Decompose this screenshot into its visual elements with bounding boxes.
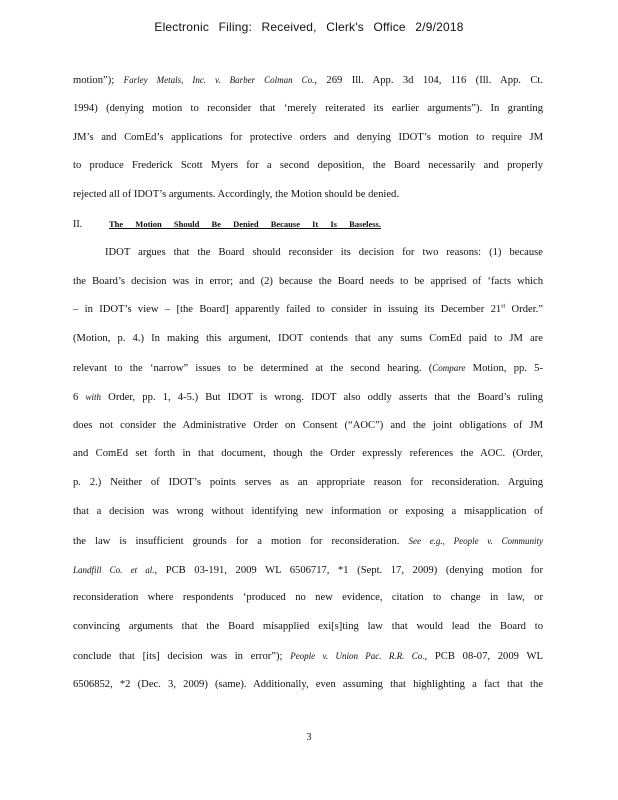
ordinal-superscript: st — [501, 303, 506, 310]
text-segment: , PCB 08-07, 2009 WL — [424, 650, 543, 662]
text-line — [73, 671, 543, 700]
case-citation: Farley Metals, Inc. v. Barber Colman Co. — [123, 75, 315, 85]
section-heading — [73, 210, 543, 239]
text-line — [73, 556, 543, 585]
signal-word: with — [85, 391, 101, 402]
text-segment: 6506852, *2 (Dec. 3, 2009) (same). Additionally, even assuming that highlighting a fact that the — [73, 678, 543, 690]
text-segment: p. 2.) Neither of IDOT’s points serves as an appropriate reason for reconsideration. Arguing — [73, 477, 543, 489]
text-segment: , PCB 03-191, 2009 WL 6506717, *1 (Sept. 17, 2009) (denying motion for — [154, 564, 543, 576]
text-segment: convincing arguments that the Board misapplied exi[s]ting law that would lead the Board to — [73, 621, 543, 633]
text-line — [73, 498, 543, 527]
text-line — [73, 325, 543, 354]
text-segment: to produce Frederick Scott Myers for a second deposition, the Board necessarily and properly — [73, 160, 543, 172]
text-line — [73, 642, 543, 671]
document-body — [73, 66, 543, 700]
signal-word: Compare — [432, 362, 466, 373]
text-line — [73, 181, 543, 210]
text-segment: rejected all of IDOT’s arguments. Accordingly, the Motion should be denied. — [73, 189, 399, 201]
text-line — [73, 124, 543, 153]
page-number: 3 — [306, 732, 312, 743]
text-line — [73, 412, 543, 441]
section-title: The Motion Should Be Denied Because It Is Baseless. — [109, 218, 381, 229]
text-segment: and ComEd set forth in that document, though the Order expressly references the AOC. (Order, — [73, 448, 543, 460]
text-line — [73, 613, 543, 642]
text-line — [73, 66, 543, 95]
text-line — [73, 440, 543, 469]
text-segment: relevant to the ‘narrow” issues to be determined at the second hearing. ( — [73, 362, 433, 374]
text-line — [73, 95, 543, 124]
text-line — [73, 584, 543, 613]
text-segment: 1994) (denying motion to reconsider that ‘merely reiterated its earlier arguments”). In granting — [73, 102, 543, 114]
text-segment: Order, pp. 1, 4-5.) But IDOT is wrong. IDOT also oddly asserts that the Board’s ruling — [101, 391, 544, 403]
filing-stamp-header: Electronic Filing: Received, Clerk's Office 2/9/2018 — [154, 20, 464, 34]
text-segment: – in IDOT’s view – [the Board] apparently failed to consider in issuing its December 21 — [73, 304, 502, 316]
text-segment: Motion, pp. 5- — [465, 362, 543, 374]
text-segment: , 269 Ill. App. 3d 104, 116 (Ill. App. Ct. — [314, 75, 544, 86]
text-line — [73, 239, 543, 268]
text-line — [73, 469, 543, 498]
text-line — [73, 527, 543, 556]
text-line — [73, 152, 543, 181]
text-segment: the Board’s decision was in error; and (2) because the Board needs to be apprised of ‘facts which — [73, 275, 543, 287]
text-segment: conclude that [its] decision was in error”); — [73, 650, 291, 662]
text-segment: does not consider the Administrative Order on Consent (“AOC”) and the joint obligations of JM — [73, 419, 543, 431]
case-citation: Landfill Co. et al. — [73, 564, 155, 575]
text-line — [73, 354, 543, 383]
text-line — [73, 383, 543, 412]
case-citation: See e.g., People v. Community — [408, 535, 543, 546]
text-segment: the law is insufficient grounds for a motion for reconsideration. — [73, 535, 409, 547]
text-line — [73, 268, 543, 297]
text-segment: 6 — [73, 391, 86, 403]
text-segment: JM’s and ComEd’s applications for protective orders and denying IDOT’s motion to require JM — [73, 131, 543, 143]
text-line — [73, 296, 543, 325]
text-segment: Order.” — [505, 304, 544, 316]
text-segment: motion”); — [73, 75, 124, 86]
text-segment: IDOT argues that the Board should reconsider its decision for two reasons: (1) because — [105, 246, 543, 258]
text-segment: that a decision was wrong without identifying new information or exposing a misapplication of — [73, 505, 543, 517]
text-segment: reconsideration where respondents ‘produced no new evidence, citation to change in law, or — [73, 592, 543, 604]
case-citation: People v. Union Pac. R.R. Co. — [290, 650, 425, 661]
section-number: II. — [73, 218, 83, 230]
text-segment: (Motion, p. 4.) In making this argument, IDOT contends that any sums ComEd paid to JM are — [73, 333, 543, 345]
